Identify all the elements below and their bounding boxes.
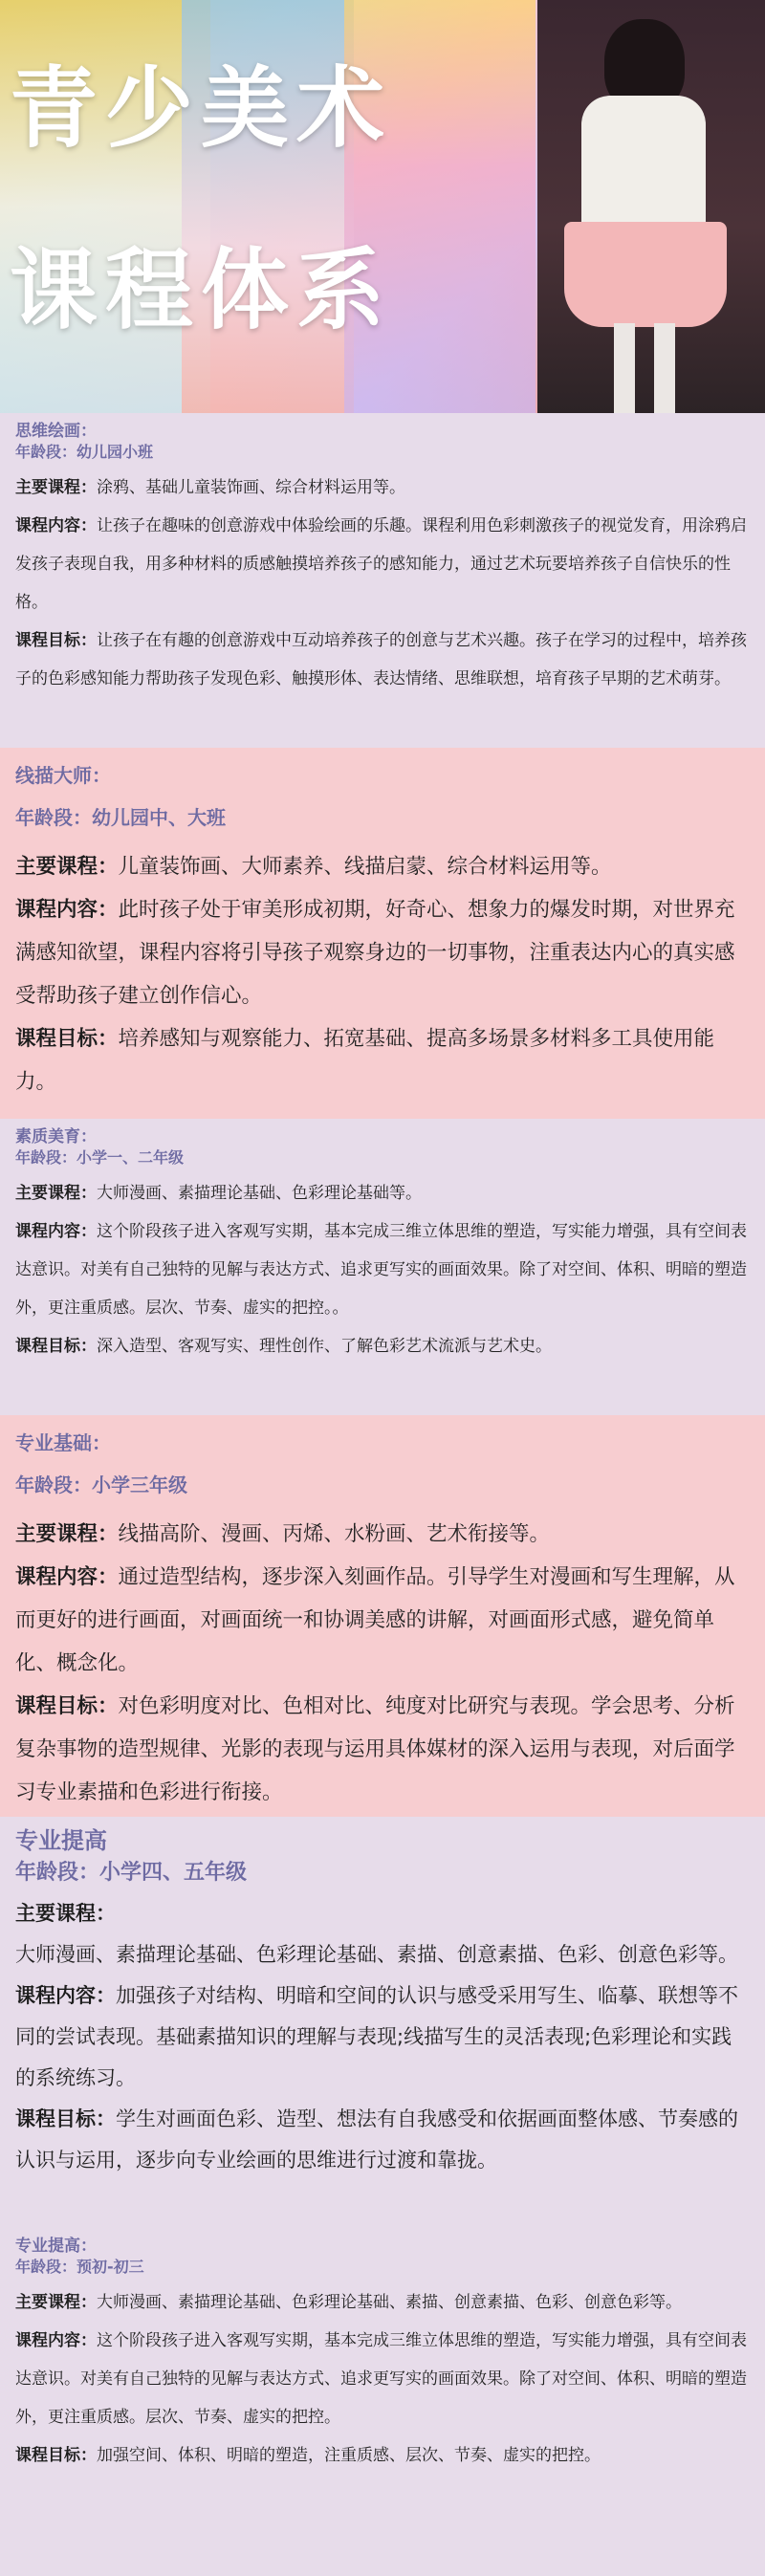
course-section-6 xyxy=(0,2228,765,2576)
course-section-2 xyxy=(0,748,765,1119)
section-name: 素质美育： xyxy=(15,1127,97,1146)
section-age: 年龄段：幼儿园小班 xyxy=(15,443,154,461)
main-course: 主要课程：涂鸦、基础儿童装饰画、综合材料运用等。 xyxy=(15,478,405,497)
course-content: 课程内容：此时孩子处于审美形成初期，好奇心、想象力的爆发时期，对世界充满感知欲望，课程内容将引导孩子观察身边的一切事物，注重表达内心的真实感受帮助孩子建立创作信心。 xyxy=(15,898,735,1008)
main-course: 主要课程：儿童装饰画、大师素养、线描启蒙、综合材料运用等。 xyxy=(15,855,612,879)
course-goal: 课程目标：让孩子在有趣的创意游戏中互动培养孩子的创意与艺术兴趣。孩子在学习的过程中，培养孩子的色彩感知能力帮助孩子发现色彩、触摸形体、表达情绪、思维联想，培育孩子早期的艺术萌芽。 xyxy=(15,631,747,688)
header-banner xyxy=(0,0,765,413)
course-content: 课程内容：这个阶段孩子进入客观写实期，基本完成三维立体思维的塑造，写实能力增强，具有空间表达意识。对美有自己独特的见解与表达方式、追求更写实的画面效果。除了对空间、体积、明暗的塑造外，更注重质感。层次、节奏、虚实的把控。 xyxy=(15,2331,747,2427)
course-content: 课程内容：这个阶段孩子进入客观写实期，基本完成三维立体思维的塑造，写实能力增强，具有空间表达意识。对美有自己独特的见解与表达方式、追求更写实的画面效果。除了对空间、体积、明暗的塑造外，更注重质感。层次、节奏、虚实的把控。。 xyxy=(15,1222,747,1318)
course-content: 课程内容：让孩子在趣味的创意游戏中体验绘画的乐趣。课程利用色彩刺激孩子的视觉发育，用涂鸦启发孩子表现自我，用多种材料的质感触摸培养孩子的感知能力，通过艺术玩要培养孩子自信快乐的性格。 xyxy=(15,516,747,612)
section-name: 线描大师： xyxy=(15,764,111,787)
course-section-3 xyxy=(0,1119,765,1415)
course-goal: 课程目标：培养感知与观察能力、拓宽基础、提高多场景多材料多工具使用能力。 xyxy=(15,1027,715,1094)
section-age: 年龄段：预初-初三 xyxy=(15,2258,144,2276)
course-section-4 xyxy=(0,1415,765,1817)
section-age: 年龄段：幼儿园中、大班 xyxy=(15,806,226,829)
course-goal: 课程目标：加强空间、体积、明暗的塑造，注重质感、层次、节奏、虚实的把控。 xyxy=(15,2446,601,2465)
course-section-5 xyxy=(0,1817,765,2228)
course-content: 课程内容：加强孩子对结构、明暗和空间的认识与感受采用写生、临摹、联想等不同的尝试表现。基础素描知识的理解与表现;线描写生的灵活表现;色彩理论和实践的系统练习。 xyxy=(15,1984,738,2089)
course-goal: 课程目标：深入造型、客观写实、理性创作、了解色彩艺术流派与艺术史。 xyxy=(15,1337,552,1356)
section-name: 专业提高： xyxy=(15,2237,97,2256)
course-content: 课程内容：通过造型结构，逐步深入刻画作品。引导学生对漫画和写生理解，从而更好的进行画面，对画面统一和协调美感的讲解，对画面形式感，避免简单化、概念化。 xyxy=(15,1565,735,1675)
course-section-1 xyxy=(0,413,765,748)
section-age: 年龄段：小学一、二年级 xyxy=(15,1148,185,1167)
page-title-line2: 课程体系 xyxy=(10,239,393,341)
main-course: 大师漫画、素描理论基础、色彩理论基础、素描、创意素描、色彩、创意色彩等。 xyxy=(15,1943,738,1966)
section-name: 专业基础： xyxy=(15,1431,111,1454)
main-course: 主要课程：线描高阶、漫画、丙烯、水粉画、艺术衔接等。 xyxy=(15,1522,551,1546)
section-age: 年龄段：小学四、五年级 xyxy=(15,1861,248,1885)
main-course: 主要课程：大师漫画、素描理论基础、色彩理论基础、素描、创意素描、色彩、创意色彩等。 xyxy=(15,2293,682,2312)
section-age: 年龄段：小学三年级 xyxy=(15,1474,187,1496)
section-name: 专业提高 xyxy=(15,1827,107,1854)
main-course-label: 主要课程： xyxy=(15,1902,116,1925)
course-goal: 课程目标：学生对画面色彩、造型、想法有自我感受和依据画面整体感、节奏感的认识与运用，逐步向专业绘画的思维进行过渡和靠拢。 xyxy=(15,2107,738,2172)
page-title-line1: 青少美术 xyxy=(10,57,393,160)
course-goal: 课程目标：对色彩明度对比、色相对比、纯度对比研究与表现。学会思考、分析复杂事物的造型规律、光影的表现与运用具体媒材的深入运用与表现，对后面学习专业素描和色彩进行衔接。 xyxy=(15,1694,735,1804)
main-course: 主要课程：大师漫画、素描理论基础、色彩理论基础等。 xyxy=(15,1184,422,1203)
student-photo xyxy=(537,0,765,413)
section-name: 思维绘画： xyxy=(15,422,97,441)
